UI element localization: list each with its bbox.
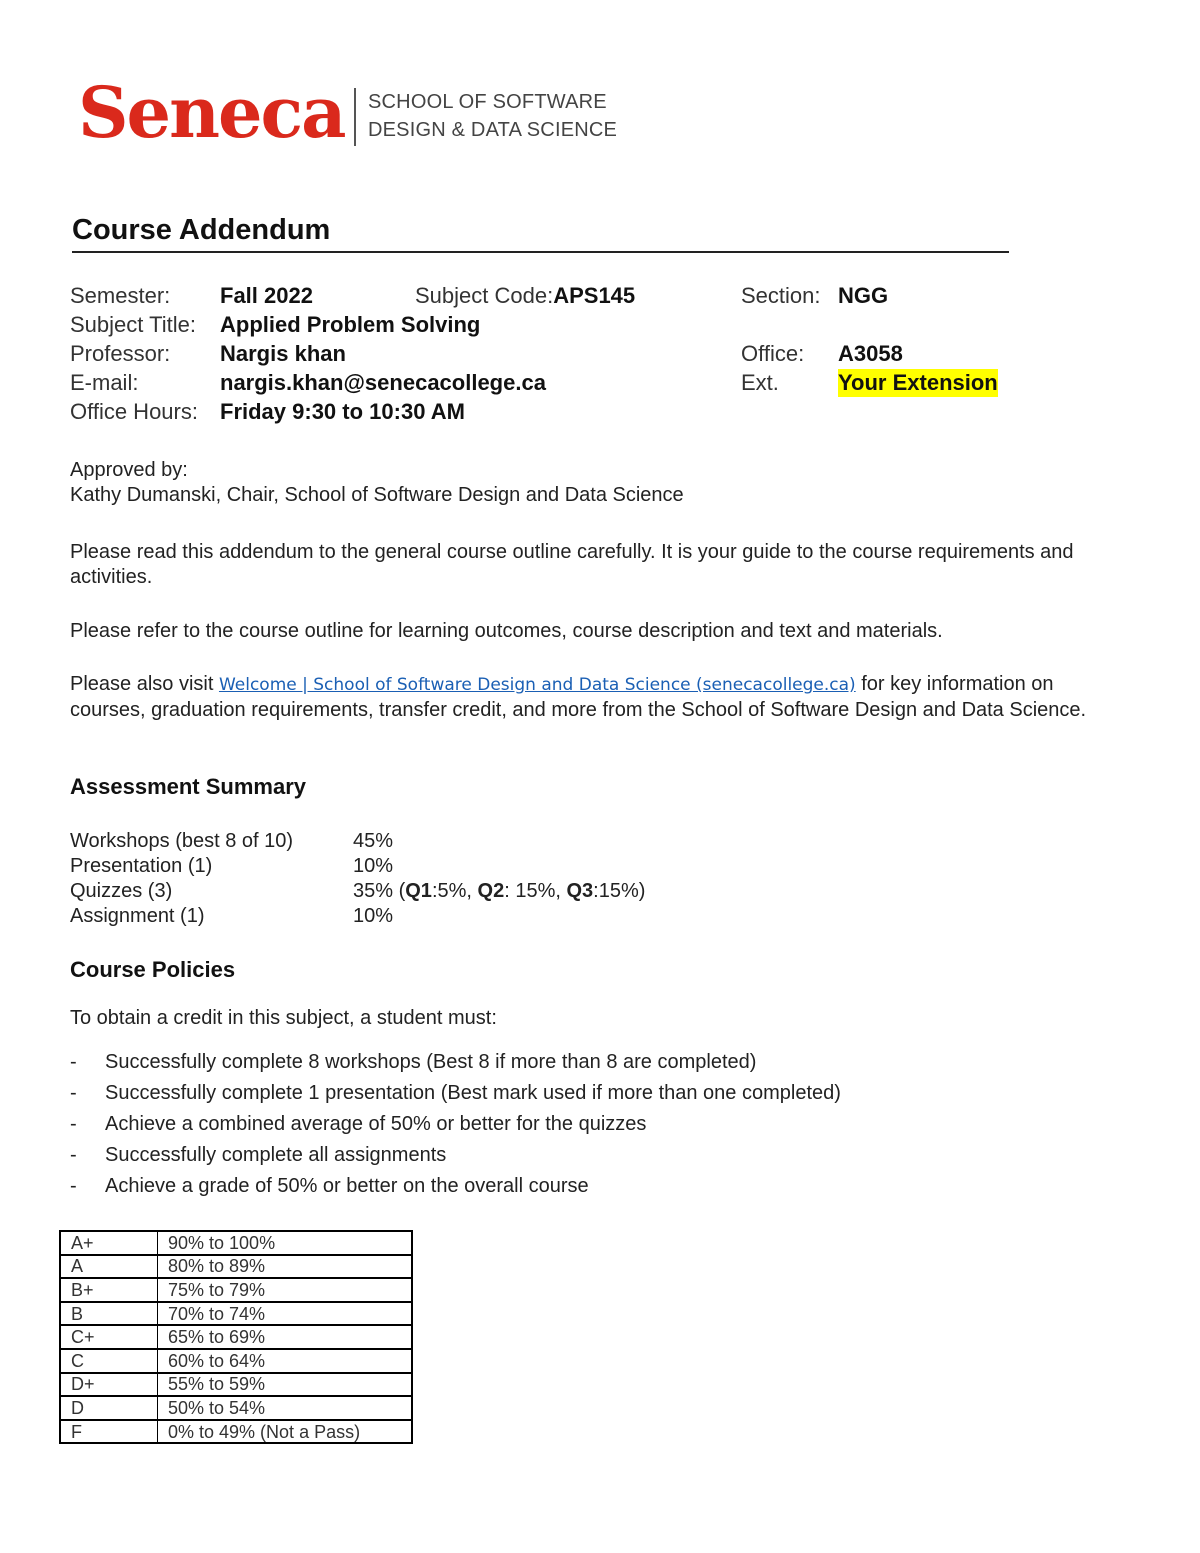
semester-label: Semester: bbox=[70, 283, 171, 308]
policies-intro: To obtain a credit in this subject, a student must: bbox=[70, 1007, 497, 1029]
outline-reference-paragraph: Please refer to the course outline for learning outcomes, course description and text and materials. bbox=[70, 620, 943, 642]
assessment-item-weight: 45% bbox=[353, 830, 394, 852]
assessment-item-weight: 10% bbox=[353, 855, 394, 877]
quiz-weight: 35% ( bbox=[353, 880, 406, 902]
grade-cell: D+ bbox=[60, 1373, 158, 1397]
office-hours-label: Office Hours: bbox=[70, 399, 198, 424]
policy-item: Achieve a combined average of 50% or better for the quizzes bbox=[105, 1113, 647, 1135]
range-cell: 65% to 69% bbox=[158, 1325, 413, 1349]
grade-cell: B+ bbox=[60, 1278, 158, 1302]
subject-title-label: Subject Title: bbox=[70, 312, 196, 337]
grade-cell: C bbox=[60, 1349, 158, 1373]
range-cell: 80% to 89% bbox=[158, 1255, 413, 1279]
grade-cell: F bbox=[60, 1420, 158, 1444]
logo-divider bbox=[354, 88, 356, 146]
q3-value: :15%) bbox=[593, 880, 646, 902]
office-hours-value: Friday 9:30 to 10:30 AM bbox=[220, 399, 465, 424]
range-cell: 60% to 64% bbox=[158, 1349, 413, 1373]
subject-code-label: Subject Code: bbox=[415, 283, 554, 308]
policy-item: Achieve a grade of 50% or better on the overall course bbox=[105, 1175, 589, 1197]
table-row bbox=[60, 1231, 412, 1255]
table-row bbox=[60, 1255, 412, 1279]
bullet-dash: - bbox=[70, 1082, 77, 1104]
grade-scale-table bbox=[59, 1230, 413, 1444]
semester-value: Fall 2022 bbox=[220, 283, 313, 308]
table-row bbox=[60, 1420, 412, 1444]
range-cell: 50% to 54% bbox=[158, 1396, 413, 1420]
range-cell: 90% to 100% bbox=[158, 1231, 413, 1255]
q2-value: : 15%, bbox=[504, 880, 567, 902]
assessment-item-weight: 10% bbox=[353, 905, 394, 927]
professor-value: Nargis khan bbox=[220, 341, 346, 366]
subject-title-value: Applied Problem Solving bbox=[220, 312, 481, 337]
visit-text-before: Please also visit bbox=[70, 673, 219, 695]
table-row bbox=[60, 1349, 412, 1373]
subject-code bbox=[415, 282, 635, 310]
school-name-line-1: SCHOOL OF SOFTWARE bbox=[368, 91, 607, 113]
assessment-summary-heading: Assessment Summary bbox=[70, 774, 307, 799]
bullet-dash: - bbox=[70, 1113, 77, 1135]
grade-cell: A+ bbox=[60, 1231, 158, 1255]
office-label: Office: bbox=[741, 341, 805, 366]
policy-item: Successfully complete 1 presentation (Best mark used if more than one completed) bbox=[105, 1082, 841, 1104]
approved-by-label: Approved by: bbox=[70, 459, 188, 481]
section-value: NGG bbox=[838, 283, 889, 308]
professor-label: Professor: bbox=[70, 341, 171, 366]
table-row bbox=[60, 1373, 412, 1397]
subject-code-value: APS145 bbox=[553, 283, 636, 308]
assessment-item-name: Quizzes (3) bbox=[70, 880, 173, 902]
visit-text-after: for key information on courses, graduation requirements, transfer credit, and more from the School of Software Design and Data Science. bbox=[70, 673, 1087, 721]
range-cell: 75% to 79% bbox=[158, 1278, 413, 1302]
document-title: Course Addendum bbox=[72, 214, 331, 246]
q1-value: :5%, bbox=[431, 880, 478, 902]
policy-item: Successfully complete all assignments bbox=[105, 1144, 447, 1166]
quiz-weight-breakdown bbox=[353, 879, 645, 904]
school-name-line-2: DESIGN & DATA SCIENCE bbox=[368, 119, 618, 141]
school-website-link[interactable]: Welcome | School of Software Design and Data Science (senecacollege.ca) bbox=[218, 675, 856, 695]
table-row bbox=[60, 1396, 412, 1420]
intro-paragraph: Please read this addendum to the general course outline carefully. It is your guide to the course requirements and activities. bbox=[70, 541, 1074, 588]
course-policies-heading: Course Policies bbox=[70, 957, 236, 982]
grade-cell: C+ bbox=[60, 1325, 158, 1349]
policy-item: Successfully complete 8 workshops (Best 8 if more than 8 are completed) bbox=[105, 1051, 757, 1073]
assessment-item-name: Assignment (1) bbox=[70, 905, 205, 927]
email-value[interactable]: nargis.khan@senecacollege.ca bbox=[220, 370, 546, 395]
table-row bbox=[60, 1325, 412, 1349]
section-label: Section: bbox=[741, 283, 821, 308]
email-label: E-mail: bbox=[70, 370, 139, 395]
ext-value: Your Extension bbox=[838, 370, 998, 395]
seneca-logo: Seneca bbox=[78, 71, 345, 154]
grade-cell: B bbox=[60, 1302, 158, 1326]
bullet-dash: - bbox=[70, 1144, 77, 1166]
approver-name: Kathy Dumanski, Chair, School of Software Design and Data Science bbox=[70, 484, 684, 506]
grade-cell: A bbox=[60, 1255, 158, 1279]
office-value: A3058 bbox=[838, 341, 903, 366]
table-row bbox=[60, 1302, 412, 1326]
q1-label: Q1 bbox=[405, 880, 432, 902]
table-row bbox=[60, 1278, 412, 1302]
title-underline bbox=[72, 251, 1009, 253]
range-cell: 70% to 74% bbox=[158, 1302, 413, 1326]
range-cell: 55% to 59% bbox=[158, 1373, 413, 1397]
assessment-item-name: Workshops (best 8 of 10) bbox=[70, 830, 294, 852]
q2-label: Q2 bbox=[477, 880, 505, 902]
q3-label: Q3 bbox=[566, 880, 594, 902]
ext-label: Ext. bbox=[741, 370, 779, 395]
assessment-item-name: Presentation (1) bbox=[70, 855, 213, 877]
bullet-dash: - bbox=[70, 1051, 77, 1073]
grade-cell: D bbox=[60, 1396, 158, 1420]
range-cell: 0% to 49% (Not a Pass) bbox=[158, 1420, 413, 1444]
bullet-dash: - bbox=[70, 1175, 77, 1197]
visit-website-paragraph bbox=[70, 672, 1130, 723]
